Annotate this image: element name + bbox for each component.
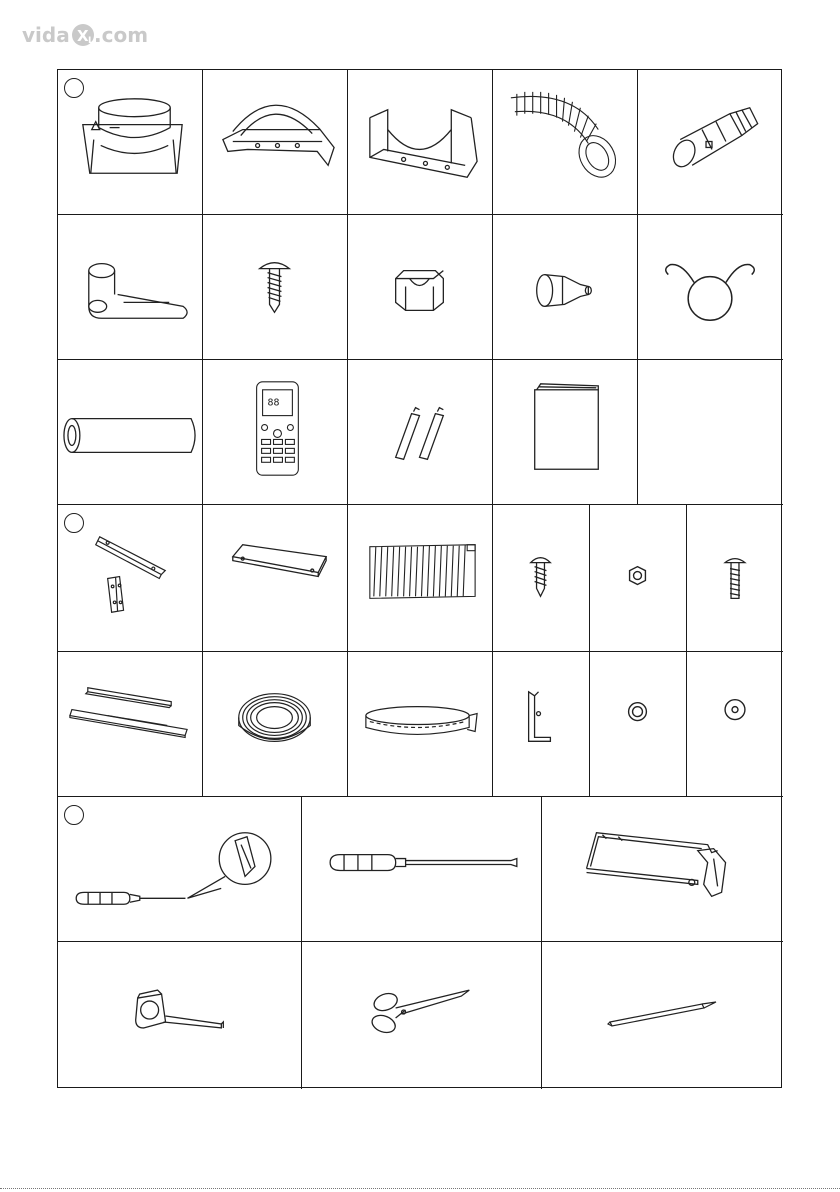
- hinge-bracket-icon: [58, 505, 202, 651]
- phillips-screwdriver-cell: [58, 797, 302, 942]
- exhaust-bracket-icon: [203, 70, 347, 214]
- phillips-screwdriver-icon: [58, 797, 301, 941]
- angle-bracket-cell: [493, 652, 590, 797]
- bolt-cell: [687, 505, 783, 652]
- pencil-cell: [542, 942, 783, 1089]
- screw-icon: [493, 505, 589, 651]
- hose-adaptor-icon: [638, 70, 783, 214]
- screw-icon: [203, 215, 347, 359]
- window-bracket-cell: [348, 70, 493, 215]
- empty-cell: [638, 360, 783, 505]
- nut-icon: [590, 505, 686, 651]
- grille-panel-cell: [348, 505, 493, 652]
- pencil-icon: [542, 942, 783, 1089]
- drain-pipe-cell: [58, 360, 203, 505]
- svg-text:vida: vida: [22, 23, 70, 47]
- svg-text:L: L: [88, 36, 94, 46]
- batteries-icon: [348, 360, 492, 504]
- flathead-screwdriver-cell: [302, 797, 542, 942]
- panel-icon: [203, 505, 347, 651]
- screw-cell: [203, 215, 348, 360]
- vidaxl-logo: [20, 20, 149, 50]
- tape-measure-icon: [58, 942, 301, 1089]
- svg-text:X: X: [77, 27, 89, 45]
- slide-rails-icon: [58, 652, 202, 796]
- flathead-screwdriver-icon: [302, 797, 541, 941]
- exhaust-bracket-cell: [203, 70, 348, 215]
- manual-cell: [493, 360, 638, 505]
- scissors-cell: [302, 942, 542, 1089]
- clip-icon: [348, 215, 492, 359]
- drain-plug-cell: [493, 215, 638, 360]
- window-adaptor-cell: [58, 70, 203, 215]
- panel-cell: [203, 505, 348, 652]
- hose-clamp-icon: [638, 215, 783, 359]
- hose-adaptor-cell: [638, 70, 783, 215]
- exhaust-hose-cell: [493, 70, 638, 215]
- hacksaw-icon: [542, 797, 783, 941]
- grille-panel-icon: [348, 505, 492, 651]
- flat-washer-cell: [687, 652, 783, 797]
- tape-measure-cell: [58, 942, 302, 1089]
- manual-icon: [493, 360, 637, 504]
- screw-small-cell: [493, 505, 590, 652]
- svg-text:.com: .com: [94, 23, 149, 47]
- hacksaw-cell: [542, 797, 783, 942]
- drain-plug-icon: [493, 215, 637, 359]
- svg-text:88: 88: [267, 397, 280, 409]
- parts-grid: [57, 69, 782, 1088]
- flat-washer-icon: [687, 652, 783, 796]
- drain-elbow-cell: [58, 215, 203, 360]
- batteries-cell: [348, 360, 493, 505]
- slide-rails-cell: [58, 652, 203, 797]
- window-bracket-icon: [348, 70, 492, 214]
- angle-bracket-icon: [493, 652, 589, 796]
- clip-cell: [348, 215, 493, 360]
- remote-control-icon: [203, 360, 347, 504]
- hinge-bracket-cell: [58, 505, 203, 652]
- drain-elbow-icon: [58, 215, 202, 359]
- scissors-icon: [302, 942, 541, 1089]
- exhaust-hose-icon: [493, 70, 637, 214]
- spring-washer-icon: [590, 652, 686, 796]
- window-adaptor-icon: [58, 70, 202, 214]
- drain-pipe-icon: [58, 360, 202, 504]
- bolt-icon: [687, 505, 783, 651]
- hose-clamp-cell: [638, 215, 783, 360]
- foam-seal-roll-cell: [203, 652, 348, 797]
- spring-washer-cell: [590, 652, 687, 797]
- tape-roll-icon: [348, 652, 492, 796]
- remote-control-cell: [203, 360, 348, 505]
- page-bottom-border: [0, 1188, 840, 1189]
- tape-roll-cell: [348, 652, 493, 797]
- nut-cell: [590, 505, 687, 652]
- foam-seal-roll-icon: [203, 652, 347, 796]
